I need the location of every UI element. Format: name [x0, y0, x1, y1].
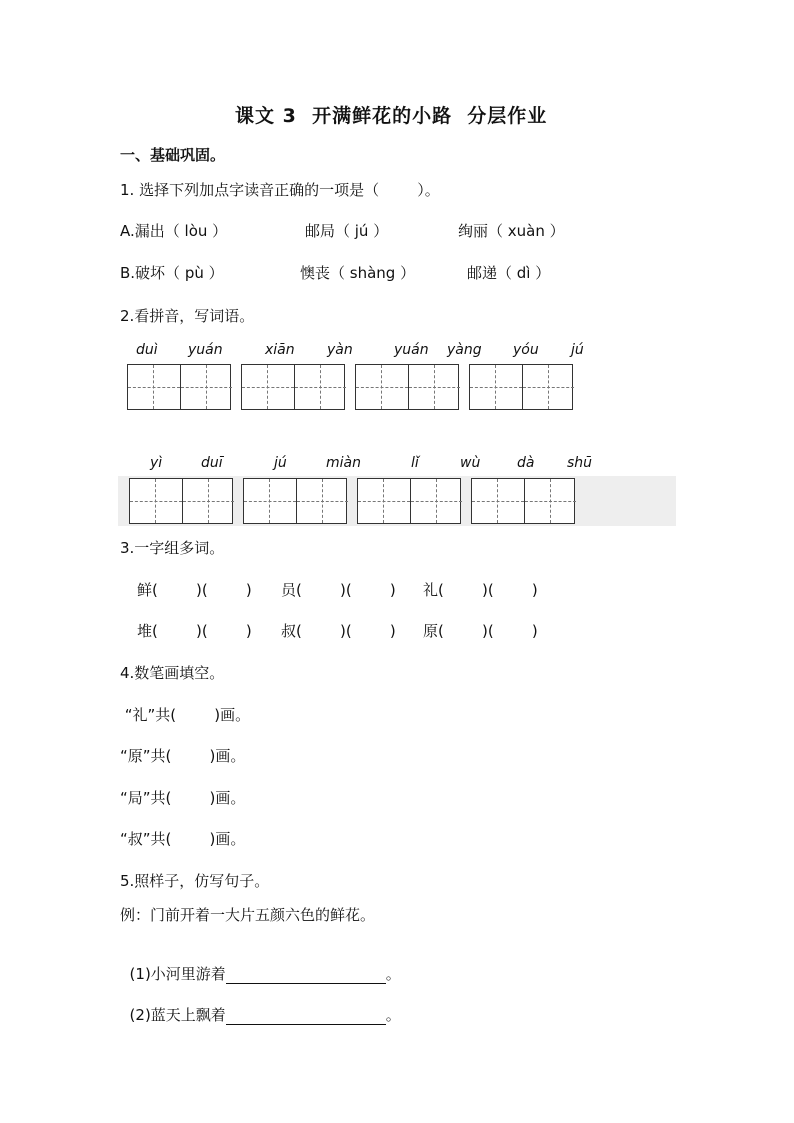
word-group-item: 叔( )( ) [281, 622, 396, 640]
writing-box[interactable] [129, 478, 233, 524]
pinyin-label: miàn [326, 455, 361, 471]
pinyin-label: yì [150, 455, 163, 471]
pinyin-label: shū [567, 455, 593, 471]
option-a-2: 邮局（ jú ） [305, 222, 389, 240]
word-group-item: 鲜( )( ) [137, 581, 252, 599]
writing-box[interactable] [127, 364, 231, 410]
option-a-1: A.漏出（ lòu ） [120, 222, 228, 240]
word-group-item: 员( )( ) [281, 581, 396, 599]
sentence-end: 。 [385, 965, 401, 983]
sentence-item-label: (1)小河里游着 [129, 965, 226, 983]
section-heading: 一、基础巩固。 [120, 146, 226, 164]
word-group-item: 礼( )( ) [423, 581, 538, 599]
question-2-prompt: 2.看拼音，写词语。 [120, 307, 255, 325]
writing-box[interactable] [241, 364, 345, 410]
pinyin-label: dà [517, 455, 535, 471]
pinyin-label: yàng [447, 342, 482, 358]
question-5-prompt: 5.照样子，仿写句子。 [120, 872, 270, 890]
sentence-item-2 [120, 985, 401, 1025]
word-group-item: 原( )( ) [423, 622, 538, 640]
writing-box[interactable] [243, 478, 347, 524]
answer-blank[interactable] [226, 1008, 386, 1025]
answer-blank[interactable] [226, 967, 386, 984]
pinyin-label: yuán [188, 342, 223, 358]
writing-box[interactable] [469, 364, 573, 410]
option-a-3: 绚丽（ xuàn ） [458, 222, 565, 240]
sentence-item-1 [120, 944, 401, 984]
question-3-prompt: 3.一字组多词。 [120, 539, 225, 557]
page-title: 课文 3 开满鲜花的小路 分层作业 [235, 105, 548, 127]
example-sentence: 例：门前开着一大片五颜六色的鲜花。 [120, 906, 376, 924]
stroke-count-item: “叔”共( )画。 [120, 830, 246, 848]
question-4-prompt: 4.数笔画填空。 [120, 664, 225, 682]
writing-grid-row-2 [0, 478, 794, 524]
sentence-item-label: (2)蓝天上飘着 [129, 1006, 226, 1024]
pinyin-label: lǐ [411, 455, 419, 471]
word-group-item: 堆( )( ) [137, 622, 252, 640]
pinyin-label: xiān [265, 342, 295, 358]
pinyin-label: jú [571, 342, 584, 358]
option-b-2: 懊丧（ shàng ） [300, 264, 416, 282]
writing-box[interactable] [471, 478, 575, 524]
pinyin-label: yuán [394, 342, 429, 358]
pinyin-label: yóu [513, 342, 539, 358]
question-1-prompt: 1. 选择下列加点字读音正确的一项是（ ）。 [120, 181, 440, 199]
option-b-3: 邮递（ dì ） [467, 264, 551, 282]
stroke-count-item: “礼”共( )画。 [120, 706, 251, 724]
writing-grid-row-1 [0, 364, 794, 410]
pinyin-label: wù [460, 455, 481, 471]
pinyin-label: duī [201, 455, 223, 471]
pinyin-label: yàn [327, 342, 353, 358]
writing-box[interactable] [355, 364, 459, 410]
writing-box[interactable] [357, 478, 461, 524]
sentence-end: 。 [385, 1006, 401, 1024]
stroke-count-item: “原”共( )画。 [120, 747, 246, 765]
pinyin-label: duì [136, 342, 158, 358]
stroke-count-item: “局”共( )画。 [120, 789, 246, 807]
pinyin-label: jú [274, 455, 287, 471]
option-b-1: B.破坏（ pù ） [120, 264, 224, 282]
